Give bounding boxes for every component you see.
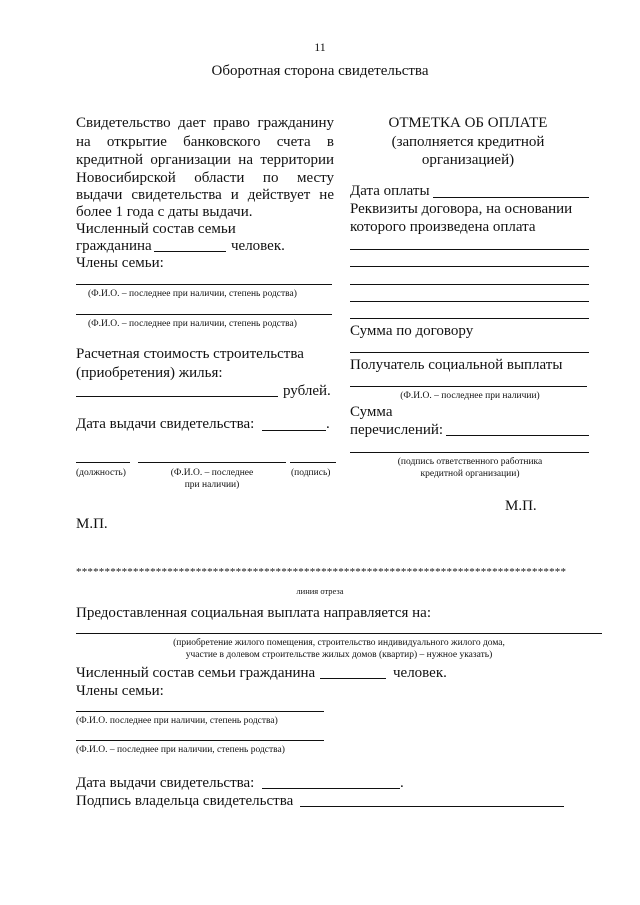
contract-label: Реквизиты договора, на основании <box>350 201 573 217</box>
intro-line: Свидетельство дает право гражданину <box>76 115 334 131</box>
page-title: Оборотная сторона свидетельства <box>211 63 429 79</box>
intro-line: на открытие банковского счета в <box>76 134 334 150</box>
recipient-label: Получатель социальной выплаты <box>350 357 563 373</box>
issue-date-end: . <box>400 775 404 791</box>
contract-field[interactable] <box>350 266 589 267</box>
page-number: 11 <box>314 40 326 54</box>
signature-field[interactable] <box>290 462 336 463</box>
member-field[interactable] <box>76 284 332 285</box>
purpose-caption: участие в долевом строительстве жилых домов (квартир) – нужное указать) <box>185 650 493 660</box>
directed-to-label: Предоставленная социальная выплата направляется на: <box>76 605 431 621</box>
members-label: Члены семьи: <box>76 683 164 699</box>
intro-line: Новосибирской области по месту <box>76 170 334 186</box>
family-size-label: Численный состав семьи гражданина <box>76 665 316 681</box>
position-field[interactable] <box>76 462 130 463</box>
purpose-field[interactable] <box>76 633 602 634</box>
members-label: Члены семьи: <box>76 255 164 271</box>
owner-signature-label: Подпись владельца свидетельства <box>76 793 294 809</box>
member-caption: (Ф.И.О. – последнее при наличии, степень родства) <box>88 319 297 329</box>
payment-subheading: организацией) <box>421 152 515 168</box>
family-size-field[interactable] <box>154 251 226 252</box>
transfer-label: перечислений: <box>350 422 444 438</box>
intro-line: кредитной организации на территории <box>76 152 334 168</box>
contract-field[interactable] <box>350 318 589 319</box>
cost-label: Расчетная стоимость строительства <box>76 346 304 362</box>
transfer-field[interactable] <box>446 435 589 436</box>
position-caption: (должность) <box>76 468 126 478</box>
contract-field[interactable] <box>350 249 589 250</box>
family-size-unit: человек. <box>231 238 285 254</box>
issue-date-end: . <box>326 416 330 432</box>
signer-field[interactable] <box>350 452 589 453</box>
payment-date-field[interactable] <box>433 197 589 198</box>
issue-date-field[interactable] <box>262 788 400 789</box>
cost-unit: рублей. <box>283 383 331 399</box>
family-size-field[interactable] <box>320 678 386 679</box>
stamp-right: М.П. <box>505 498 537 514</box>
intro-line: выдачи свидетельства и действует не <box>76 187 334 203</box>
contract-sum-label: Сумма по договору <box>350 323 474 339</box>
member-caption: (Ф.И.О. – последнее при наличии, степень родства) <box>88 289 297 299</box>
stamp-left: М.П. <box>76 516 108 532</box>
signer-caption: (подпись ответственного работника <box>397 457 543 467</box>
cost-field[interactable] <box>76 396 278 397</box>
issue-date-label: Дата выдачи свидетельства: <box>76 775 255 791</box>
payment-date-label: Дата оплаты <box>350 183 430 199</box>
transfer-label: Сумма <box>350 404 393 420</box>
payment-subheading: (заполняется кредитной <box>391 134 545 150</box>
member-field[interactable] <box>76 711 324 712</box>
contract-label: которого произведена оплата <box>350 219 536 235</box>
member-caption: (Ф.И.О. – последнее при наличии, степень родства) <box>76 745 285 755</box>
issue-date-label: Дата выдачи свидетельства: <box>76 416 255 432</box>
cut-line-stars: ************************************************************************************** <box>76 566 567 578</box>
signer-caption: кредитной организации) <box>420 469 520 479</box>
contract-field[interactable] <box>350 284 589 285</box>
intro-line: более 1 года с даты выдачи. <box>76 204 253 220</box>
purpose-caption: (приобретение жилого помещения, строительство индивидуального жилого дома, <box>173 638 505 648</box>
contract-sum-field[interactable] <box>350 352 589 353</box>
cut-line-label: линия отреза <box>296 586 344 596</box>
family-size-citizen: гражданина <box>76 238 152 254</box>
signature-caption: (подпись) <box>291 468 331 478</box>
issue-date-field[interactable] <box>262 430 326 431</box>
owner-signature-field[interactable] <box>300 806 564 807</box>
member-caption: (Ф.И.О. последнее при наличии, степень родства) <box>76 716 278 726</box>
contract-field[interactable] <box>350 301 589 302</box>
fio-caption: при наличии) <box>184 480 240 490</box>
family-size-label: Численный состав семьи <box>76 221 236 237</box>
family-size-unit: человек. <box>393 665 447 681</box>
fio-field[interactable] <box>138 462 286 463</box>
fio-caption: (Ф.И.О. – последнее <box>170 468 254 478</box>
recipient-field[interactable] <box>350 386 587 387</box>
recipient-caption: (Ф.И.О. – последнее при наличии) <box>400 391 540 401</box>
payment-heading: ОТМЕТКА ОБ ОПЛАТЕ <box>388 115 548 131</box>
member-field[interactable] <box>76 740 324 741</box>
member-field[interactable] <box>76 314 332 315</box>
cost-label: (приобретения) жилья: <box>76 365 223 381</box>
